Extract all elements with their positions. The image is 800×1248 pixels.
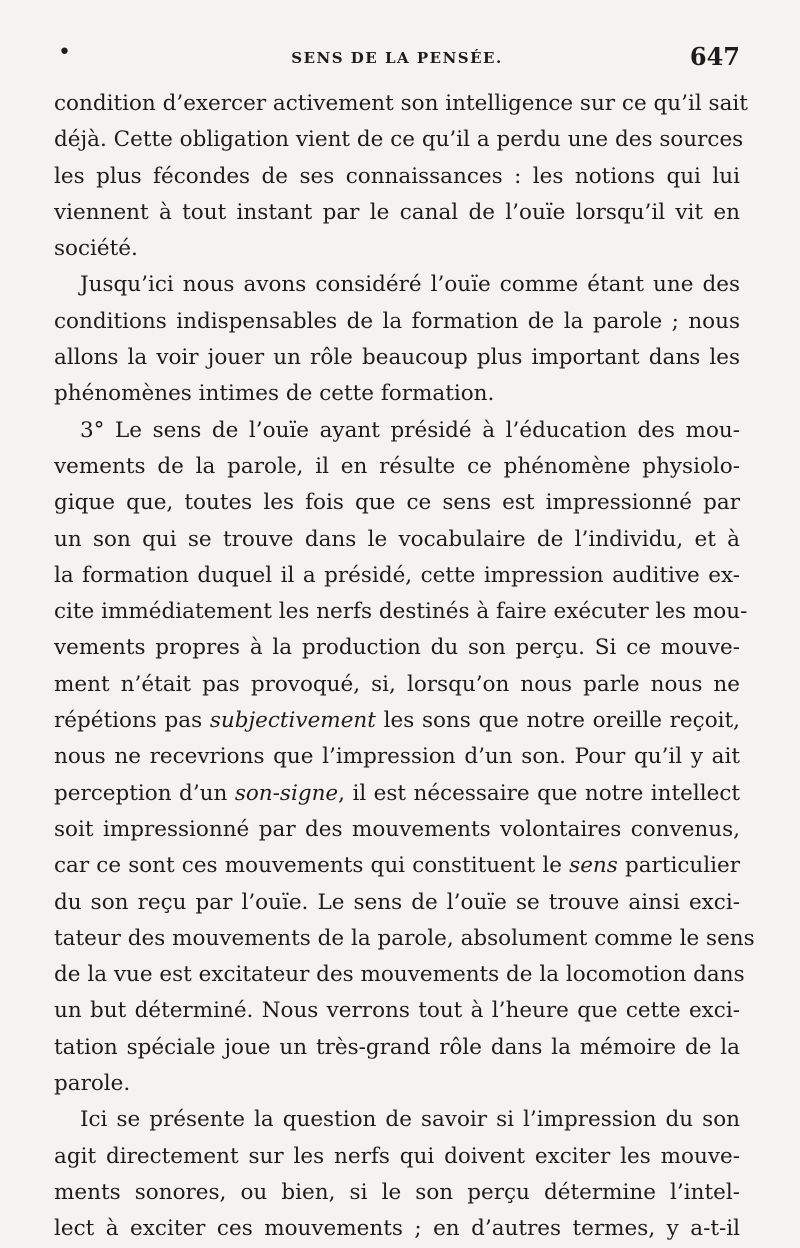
text-line [54,848,740,884]
text-line: vements propres à la production du son perçu. Si ce mouve- [54,635,740,661]
text-line: tation spéciale joue un très-grand rôle dans la mémoire de la [54,1034,740,1060]
text-line: nous ne recevrions que l’impression d’un son. Pour qu’il y ait [54,744,740,770]
text-line: gique que, toutes les fois que ce sens est impressionné par [54,490,740,516]
text-segment: perception d’un [54,780,228,806]
text-line: parole. [54,1071,131,1097]
text-line: lect à exciter ces mouvements ; en d’autres termes, y a-t-il [54,1216,740,1242]
text-line: conditions indispensables de la formation de la parole ; nous [54,308,740,334]
text-line: ments sonores, ou bien, si le son perçu détermine l’intel- [54,1179,740,1205]
text-line [54,776,740,812]
text-segment: répétions pas [54,708,203,734]
text-segment: les sons que notre oreille reçoit, [383,708,740,734]
text-line: viennent à tout instant par le canal de l’ouïe lorsqu’il vit en [54,199,740,225]
text-segment: car ce sont ces mouvements qui constituent le [54,853,563,879]
text-line: les plus fécondes de ses connaissances : les notions qui lui [54,163,740,189]
text-line: Ici se présente la question de savoir si l’impression du son [80,1107,740,1133]
text-line: allons la voir jouer un rôle beaucoup plus important dans les [54,345,740,371]
text-line: déjà. Cette obligation vient de ce qu’il a perdu une des sources [54,127,744,153]
text-line: tateur des mouvements de la parole, absolument comme le sens [54,925,755,951]
italic-term: sens [569,853,618,879]
text-line: agit directement sur les nerfs qui doivent exciter les mouve- [54,1143,740,1169]
page-header [54,40,740,76]
text-line: 3° Le sens de l’ouïe ayant présidé à l’éducation des mou- [80,417,740,443]
page-number: 647 [689,42,740,71]
text-line: la formation duquel il a présidé, cette impression auditive ex- [54,562,740,588]
italic-term: son-signe [234,780,339,806]
text-line: condition d’exercer activement son intelligence sur ce qu’il sait [54,91,748,116]
text-segment: particulier [624,853,740,879]
text-line: un but déterminé. Nous verrons tout à l’heure que cette exci- [54,998,740,1024]
text-line: phénomènes intimes de cette formation. [54,381,495,407]
text-line: cite immédiatement les nerfs destinés à faire exécuter les mou- [54,599,748,625]
body-text [54,86,755,1248]
text-line: ment n’était pas provoqué, si, lorsqu’on nous parle nous ne [54,671,740,697]
paragraph-3 [54,413,755,1103]
text-line [54,703,740,739]
paragraph-4 [54,1102,740,1247]
italic-term: subjectivement [209,708,376,734]
text-line: vements de la parole, il en résulte ce phénomène physiolo- [54,453,740,479]
paragraph-2 [54,267,740,412]
paragraph-1 [54,86,748,267]
text-line: de la vue est excitateur des mouvements de la locomotion dans [54,962,745,988]
header-marker: • [58,40,71,65]
text-line: Jusqu’ici nous avons considéré l’ouïe comme étant une des [80,272,740,298]
text-line: société. [54,236,138,262]
text-line: du son reçu par l’ouïe. Le sens de l’ouïe se trouve ainsi exci- [54,889,740,915]
text-line: un son qui se trouve dans le vocabulaire de l’individu, et à [54,526,740,552]
text-segment: , il est nécessaire que notre intellect [338,780,740,806]
running-title: SENS DE LA PENSÉE. [291,49,503,67]
text-line: soit impressionné par des mouvements volontaires convenus, [54,816,740,842]
